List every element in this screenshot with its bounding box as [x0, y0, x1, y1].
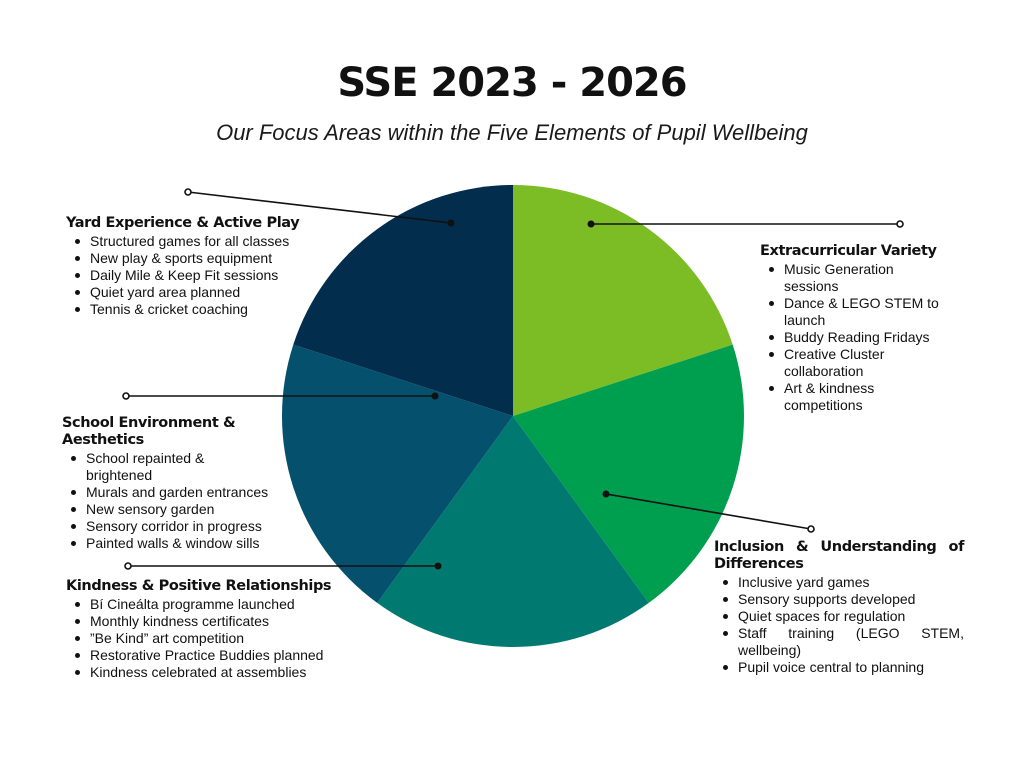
list-item: Dance & LEGO STEM to launch: [784, 295, 949, 329]
leader-dot-outer: [808, 526, 814, 532]
leader-dot-inner: [435, 563, 442, 570]
leader-dot-inner: [448, 220, 455, 227]
list-item: Kindness celebrated at assemblies: [90, 664, 356, 681]
list-item: Staff training (LEGO STEM, wellbeing): [738, 625, 964, 658]
list-item: Art & kindness competitions: [784, 380, 904, 414]
list-item: Sensory supports developed: [738, 591, 964, 608]
focus-area-extracurricular: [760, 243, 960, 414]
list-item: Music Generation sessions: [784, 261, 924, 295]
focus-area-list: [714, 574, 964, 676]
focus-area-yard-experience: [66, 215, 316, 318]
focus-area-heading: Extracurricular Variety: [760, 243, 937, 259]
list-item: New sensory garden: [86, 501, 302, 518]
list-item: Quiet yard area planned: [90, 284, 316, 301]
focus-area-list: [66, 596, 356, 681]
list-item: Bí Cineálta programme launched: [90, 596, 356, 613]
list-item: Murals and garden entrances: [86, 484, 302, 501]
list-item: ”Be Kind” art competition: [90, 630, 356, 647]
list-item: Daily Mile & Keep Fit sessions: [90, 267, 316, 284]
list-item: Creative Cluster collaboration: [784, 346, 914, 380]
focus-area-list: [760, 261, 960, 414]
leader-dot-inner: [603, 491, 610, 498]
focus-area-kindness: [66, 578, 356, 681]
focus-area-list: [66, 233, 316, 318]
focus-area-heading: Inclusion & Understanding of Differences: [714, 539, 964, 572]
page-subtitle: Our Focus Areas within the Five Elements of Pupil Wellbeing: [216, 120, 808, 145]
list-item: Monthly kindness certificates: [90, 613, 356, 630]
list-item: Tennis & cricket coaching: [90, 301, 316, 318]
leader-dot-outer: [185, 189, 191, 195]
leader-dot-inner: [432, 393, 439, 400]
leader-dot-outer: [897, 221, 903, 227]
list-item: Restorative Practice Buddies planned: [90, 647, 356, 664]
focus-area-school-environment: [62, 415, 302, 552]
list-item: Sensory corridor in progress: [86, 518, 302, 535]
list-item: Quiet spaces for regulation: [738, 608, 964, 625]
focus-area-heading: School Environment & Aesthetics: [62, 415, 236, 448]
list-item: Painted walls & window sills: [86, 535, 302, 552]
focus-area-list: [62, 450, 302, 552]
focus-area-heading: Yard Experience & Active Play: [66, 215, 300, 231]
leader-dot-inner: [588, 221, 595, 228]
list-item: Buddy Reading Fridays: [784, 329, 960, 346]
leader-dot-outer: [123, 393, 129, 399]
focus-area-inclusion: [714, 539, 964, 676]
list-item: Inclusive yard games: [738, 574, 964, 591]
leader-dot-outer: [125, 563, 131, 569]
list-item: Structured games for all classes: [90, 233, 316, 250]
list-item: New play & sports equipment: [90, 250, 316, 267]
page-title: SSE 2023 - 2026: [337, 60, 687, 106]
focus-area-heading: Kindness & Positive Relationships: [66, 578, 332, 594]
list-item: School repainted & brightened: [86, 450, 236, 484]
list-item: Pupil voice central to planning: [738, 659, 964, 676]
